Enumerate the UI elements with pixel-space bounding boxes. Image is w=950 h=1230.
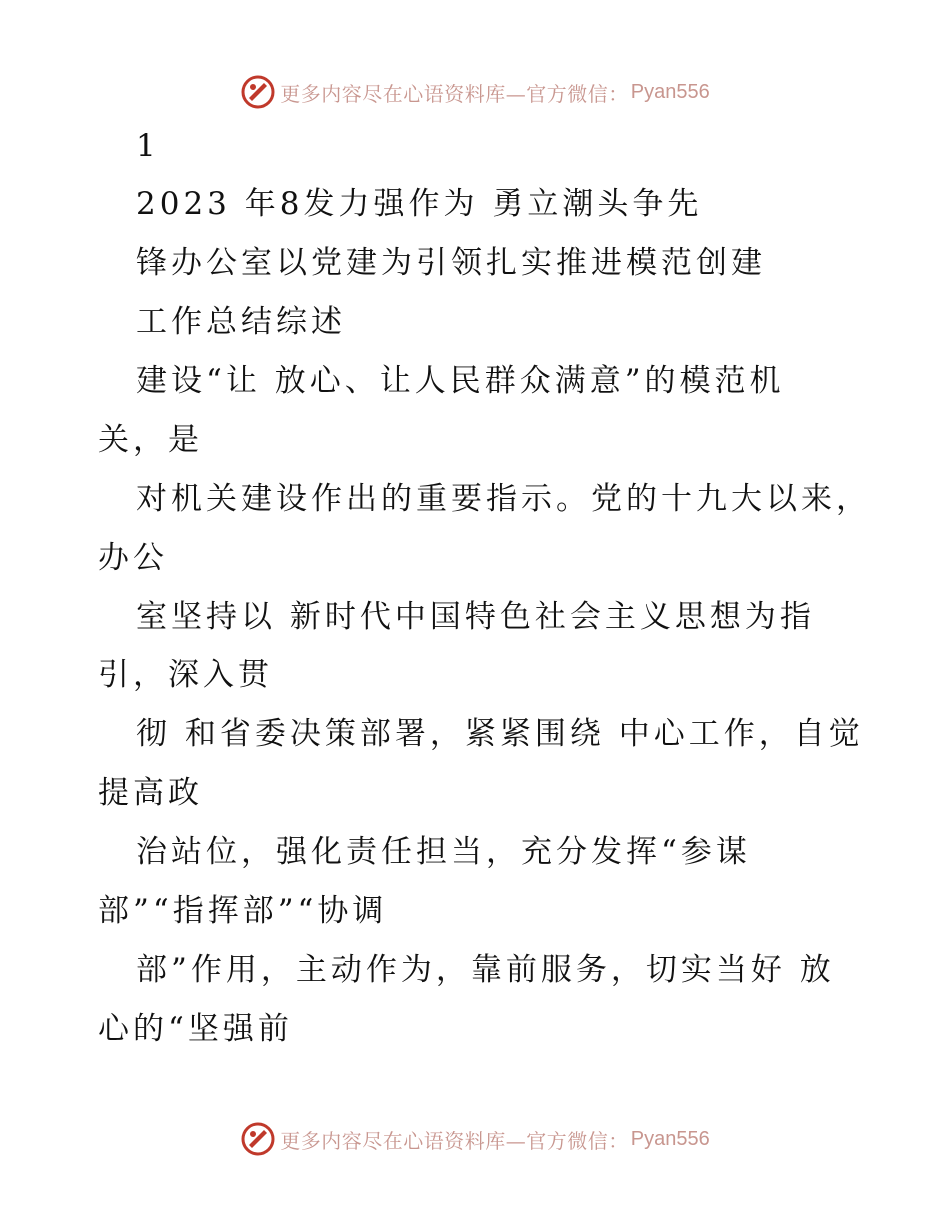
title-line-2: 锋办公室以党建为引领扎实推进模范创建 [136,245,766,281]
body-line: 引，深入贯 [98,657,273,693]
body-line: 对机关建设作出的重要指示。党的十九大以来， [136,481,871,517]
header-banner-code: Pyan556 [630,80,710,103]
title-line-1: 2023 年8发力强作为 勇立潮头争先 [136,186,703,222]
title-line-3: 工作总结综述 [136,304,346,340]
body-line: 建设“让 放心、让人民群众满意”的模范机 [136,363,785,399]
footer-banner-text: 更多内容尽在心语资料库—官方微信： [280,1128,629,1153]
body-line: 室坚持以 新时代中国特色社会主义思想为指 [136,599,815,635]
body-line: 办公 [98,540,168,576]
body-line: 部”“指挥部”“协调 [98,893,388,929]
red-circle-logo-icon [240,1121,276,1157]
footer-banner-code: Pyan556 [630,1127,710,1150]
body-line: 彻 和省委决策部署，紧紧围绕 中心工作，自觉 [136,716,864,752]
body-line: 关，是 [98,422,203,458]
body-line: 治站位，强化责任担当，充分发挥“参谋 [136,834,751,870]
body-line: 部”作用，主动作为，靠前服务，切实当好 放 [136,952,835,988]
body-line: 心的“坚强前 [98,1011,293,1047]
page-number: 1 [136,128,160,164]
footer-banner [0,1117,950,1161]
body-line: 提高政 [98,775,203,811]
header-banner-text: 更多内容尽在心语资料库—官方微信： [280,81,629,106]
